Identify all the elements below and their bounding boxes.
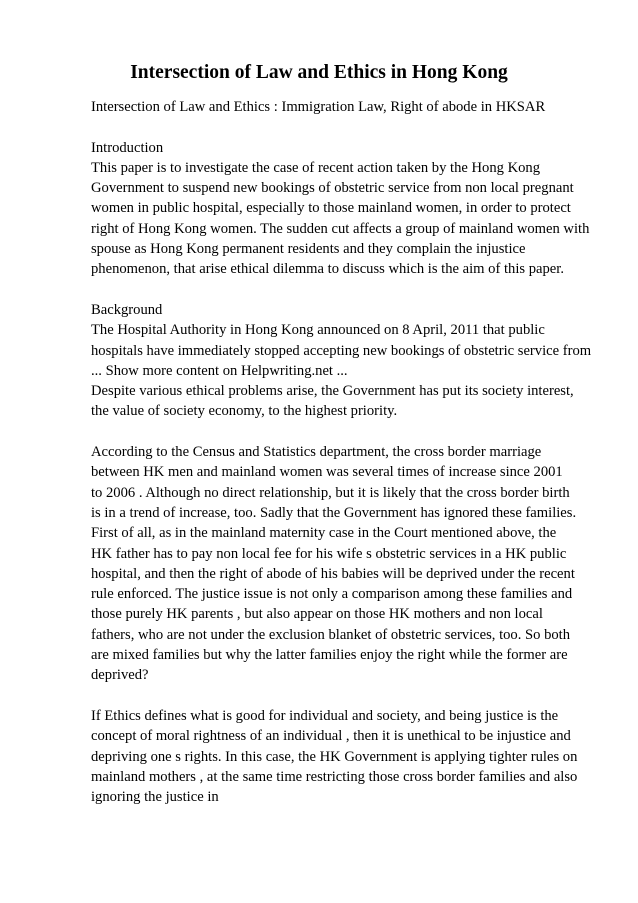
text-line: This paper is to investigate the case of recent action taken by the Hong Kong [91,159,541,176]
section-ethics-paragraph [91,706,596,807]
text-line: ignoring the justice in [91,789,219,806]
text-line: women in public hospital, especially to those mainland women, in order to protect [91,200,571,217]
text-line: According to the Census and Statistics department, the cross border marriage [91,444,542,461]
text-line: the value of society economy, to the highest priority. [91,403,398,420]
text-line: deprived? [91,667,149,684]
text-line: hospitals have immediately stopped accepting new bookings of obstetric service from [91,342,592,359]
text-line: depriving one s rights. In this case, the HK Government is applying tighter rules on [91,748,578,765]
section-heading: Background [91,301,163,318]
text-line: between HK men and mainland women was several times of increase since 2001 [91,464,563,481]
text-line: Government to suspend new bookings of obstetric service from non local pregnant [91,180,574,197]
page-title: Intersection of Law and Ethics in Hong Kong [130,62,508,83]
paragraph-gap [91,422,596,442]
text-line: First of all, as in the mainland maternity case in the Court mentioned above, the [91,525,557,542]
text-line: phenomenon, that arise ethical dilemma to discuss which is the aim of this paper. [91,261,564,278]
text-line: hospital, and then the right of abode of his babies will be deprived under the recent [91,565,575,582]
show-more-line: ... Show more content on Helpwriting.net ... [91,362,348,379]
text-line: Despite various ethical problems arise, the Government has put its society interest, [91,383,574,400]
text-line: If Ethics defines what is good for individual and society, and being justice is the [91,707,559,724]
paragraph-gap [91,117,596,137]
text-line: fathers, who are not under the exclusion blanket of obstetric services, too. So both [91,626,571,643]
paragraph-gap [91,280,596,300]
text-line: are mixed families but why the latter families enjoy the right while the former are [91,647,568,664]
text-line: those purely HK parents , but also appear on those HK mothers and non local [91,606,543,623]
section-heading: Introduction [91,139,164,156]
subtitle-line: Intersection of Law and Ethics : Immigration Law, Right of abode in HKSAR [91,99,546,115]
text-line: HK father has to pay non local fee for his wife s obstetric services in a HK public [91,545,567,562]
text-line: to 2006 . Although no direct relationship, but it is likely that the cross border birth [91,484,570,501]
text-line: concept of moral rightness of an individual , then it is unethical to be injustice and [91,728,571,745]
section-background [91,300,596,422]
text-line: spouse as Hong Kong permanent residents and they complain the injustice [91,241,526,258]
text-line: is in a trend of increase, too. Sadly that the Government has ignored these families. [91,504,577,521]
text-line: mainland mothers , at the same time restricting those cross border families and also [91,768,578,785]
text-line: The Hospital Authority in Hong Kong announced on 8 April, 2011 that public [91,322,545,339]
paragraph-gap [91,686,596,706]
text-line: rule enforced. The justice issue is not only a comparison among these families and [91,586,573,603]
section-census-paragraph [91,442,596,686]
section-introduction [91,138,596,280]
document-body [91,97,596,807]
text-line: right of Hong Kong women. The sudden cut affects a group of mainland women with [91,220,590,237]
